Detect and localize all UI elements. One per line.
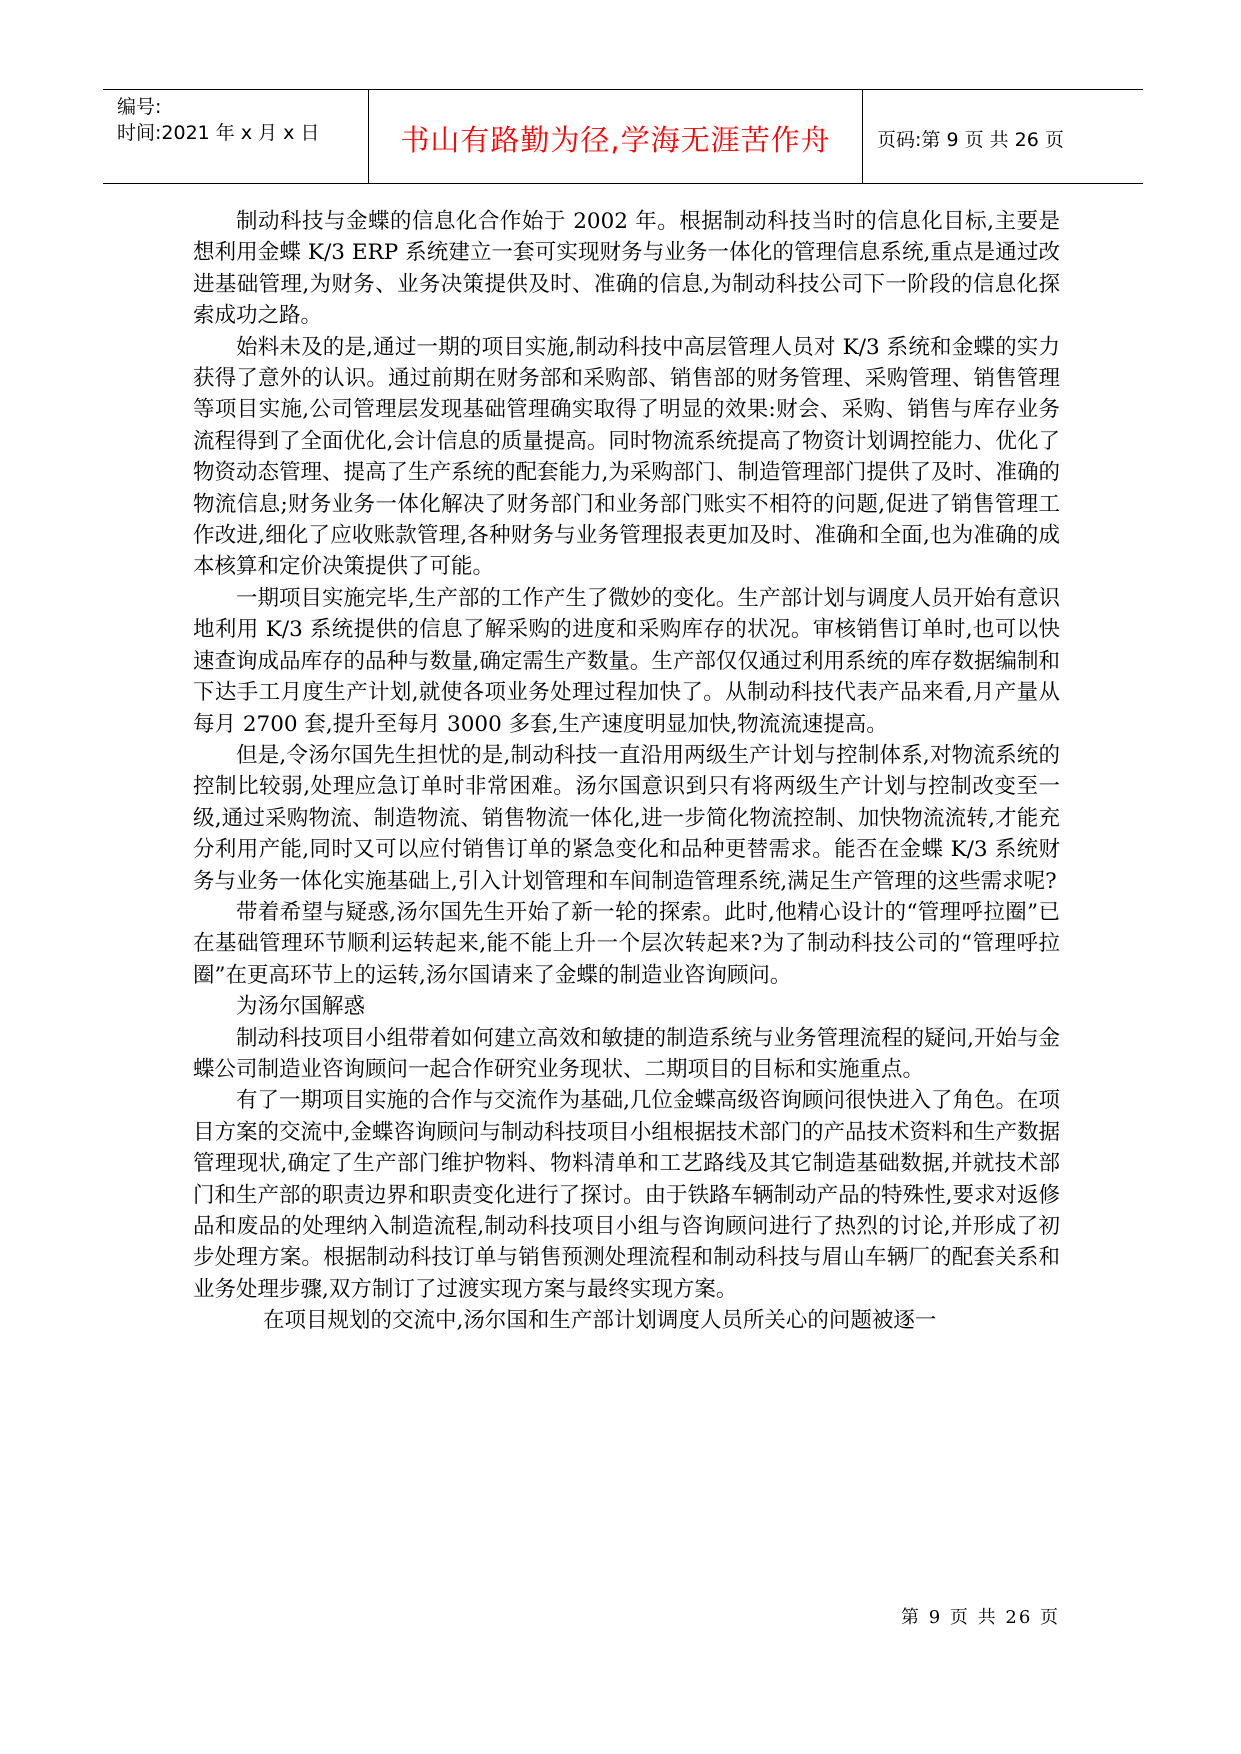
paragraph: 一期项目实施完毕,生产部的工作产生了微妙的变化。生产部计划与调度人员开始有意识地利用 K/3 系统提供的信息了解采购的进度和采购库存的状况。审核销售订单时,也可以快速查询成品库存的品种与数量,确定需生产数量。生产部仅仅通过利用系统的库存数据编制和下达手工月度生产计划,就使各项业务处理过程加快了。从制动科技代表产品来看,月产量从每月 2700 套,提升至每月 3000 多套,生产速度明显加快,物流流速提高。 [193, 585, 1060, 737]
paragraph: 有了一期项目实施的合作与交流作为基础,几位金蝶高级咨询顾问很快进入了角色。在项目方案的交流中,金蝶咨询顾问与制动科技项目小组根据技术部门的产品技术资料和生产数据管理现状,确定了生产部门维护物料、物料清单和工艺路线及其它制造基础数据,并就技术部门和生产部的职责边界和职责变化进行了探讨。由于铁路车辆制动产品的特殊性,要求对返修品和废品的处理纳入制造流程,制动科技项目小组与咨询顾问进行了热烈的讨论,并形成了初步处理方案。根据制动科技订单与销售预测处理流程和制动科技与眉山车辆厂的配套关系和业务处理步骤,双方制订了过渡实现方案与最终实现方案。 [193, 1088, 1060, 1302]
paragraph: 带着希望与疑惑,汤尔国先生开始了新一轮的探索。此时,他精心设计的“管理呼拉圈”已在基础管理环节顺利运转起来,能不能上升一个层次转起来?为了制动科技公司的“管理呼拉圈”在更高环节上的运转,汤尔国请来了金蝶的制造业咨询顾问。 [193, 899, 1060, 988]
page-header [103, 89, 1143, 184]
page-footer: 第 9 页 共 26 页 [901, 1607, 1060, 1628]
header-info-cell [103, 90, 368, 183]
header-page-number: 页码:第 9 页 共 26 页 [877, 129, 1064, 151]
number-label: 编号: [117, 96, 162, 118]
document-body [193, 206, 1060, 1337]
paragraph: 但是,令汤尔国先生担忧的是,制动科技一直沿用两级生产计划与控制体系,对物流系统的控制比较弱,处理应急订单时非常困难。汤尔国意识到只有将两级生产计划与控制改变至一级,通过采购物流、制造物流、销售物流一体化,进一步简化物流控制、加快物流流转,才能充分利用产能,同时又可以应付销售订单的紧急变化和品种更替需求。能否在金蝶 K/3 系统财务与业务一体化实施基础上,引入计划管理和车间制造管理系统,满足生产管理的这些需求呢? [193, 742, 1060, 894]
time-label: 时间:2021 年 x 月 x 日 [117, 122, 320, 144]
section-heading: 为汤尔国解惑 [236, 994, 366, 1020]
header-motto: 书山有路勤为径,学海无涯苦作舟 [368, 90, 863, 183]
paragraph: 在项目规划的交流中,汤尔国和生产部计划调度人员所关心的问题被逐一 [263, 1308, 937, 1334]
paragraph: 制动科技与金蝶的信息化合作始于 2002 年。根据制动科技当时的信息化目标,主要是想利用金蝶 K/3 ERP 系统建立一套可实现财务与业务一体化的管理信息系统,重点是通过改进基础管理,为财务、业务决策提供及时、准确的信息,为制动科技公司下一阶段的信息化探索成功之路。 [193, 209, 1060, 329]
paragraph: 始料未及的是,通过一期的项目实施,制动科技中高层管理人员对 K/3 系统和金蝶的实力获得了意外的认识。通过前期在财务部和采购部、销售部的财务管理、采购管理、销售管理等项目实施,公司管理层发现基础管理确实取得了明显的效果:财会、采购、销售与库存业务流程得到了全面优化,会计信息的质量提高。同时物流系统提高了物资计划调控能力、优化了物资动态管理、提高了生产系统的配套能力,为采购部门、制造管理部门提供了及时、准确的物流信息;财务业务一体化解决了财务部门和业务部门账实不相符的问题,促进了销售管理工作改进,细化了应收账款管理,各种财务与业务管理报表更加及时、准确和全面,也为准确的成本核算和定价决策提供了可能。 [193, 334, 1060, 580]
paragraph: 制动科技项目小组带着如何建立高效和敏捷的制造系统与业务管理流程的疑问,开始与金蝶公司制造业咨询顾问一起合作研究业务现状、二期项目的目标和实施重点。 [193, 1025, 1060, 1082]
